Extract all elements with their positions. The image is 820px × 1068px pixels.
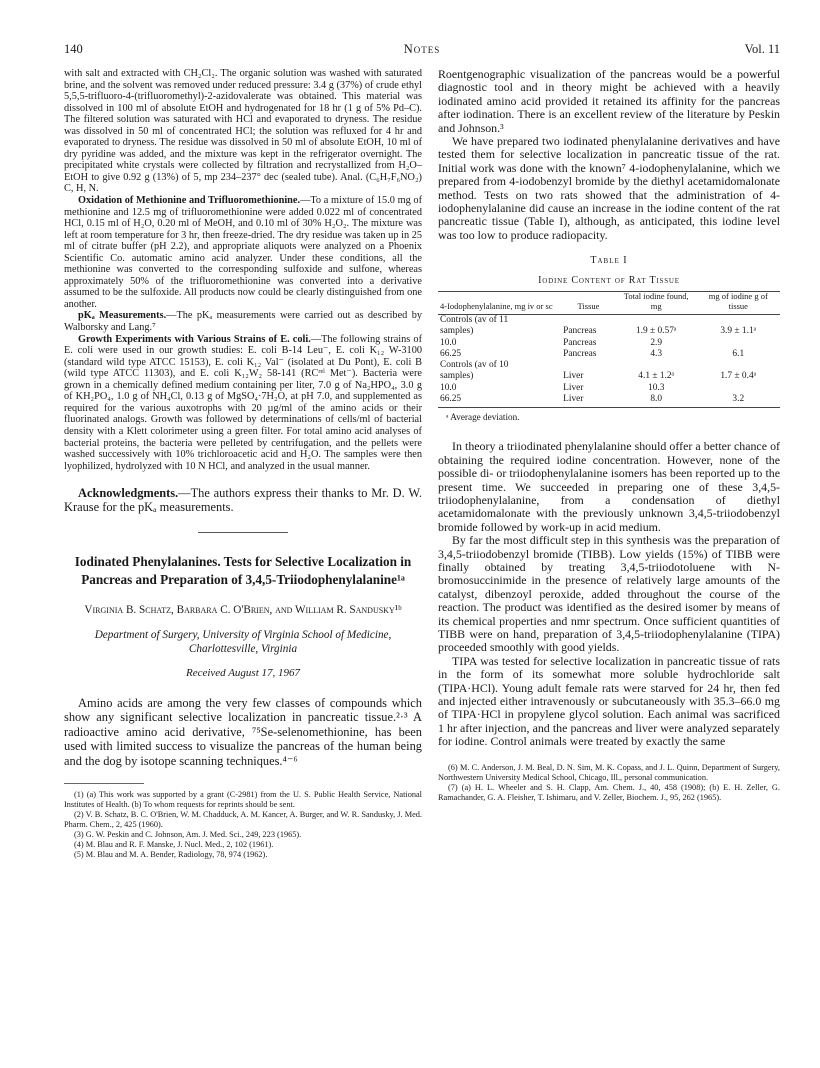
column-header: 4-Iodophenylalanine, mg iv or sc <box>438 292 561 315</box>
paragraph: Amino acids are among the very few classes of compounds which show any significant selective localization in pancreatic tissue.²·³ A radioactive amino acid derivative, ⁷⁵Se-selenomethionine, has been used with limited success to visualize the pancreas of the human being and the dog by isotope scanning techniques.⁴⁻⁶ <box>64 695 422 769</box>
table-cell: Controls (av of 10 <box>440 360 509 371</box>
table-cell: Pancreas <box>563 326 597 337</box>
table-footnote: ᵃ Average deviation. <box>446 411 520 422</box>
table-cell: Liver <box>561 394 616 408</box>
table-cell: 1.9 ± 0.57ᵃ <box>635 326 677 337</box>
table-cell: Pancreas <box>563 348 597 359</box>
table-cell: 4.1 ± 1.2ᵃ <box>638 371 675 382</box>
footnotes <box>64 790 422 861</box>
table-cell: Pancreas <box>563 337 597 348</box>
table-cell: 66.25 <box>440 348 462 359</box>
table-row <box>438 326 780 337</box>
page-number: 140 <box>64 42 83 56</box>
table-row <box>438 371 780 382</box>
table-header-row <box>438 292 780 315</box>
left-column <box>64 68 422 860</box>
paragraph: TIPA was tested for selective localization in pancreatic tissue of rats in the form of its somewhat more soluble hydrochloride salt (TIPA·HCl). Young adult female rats were starved for 24 hr, then fed and injected either intravenously or subcutaneously with 35.3–66.0 mg of TIPA·HCl in propylene glycol solution. Each animal was sacrificed 1 hr after injection, and the pancreas and liver were analyzed separately for iodine. Control animals were treated by exactly the same <box>438 653 780 749</box>
footnote: (7) (a) H. L. Wheeler and S. H. Clapp, Am. Chem. J., 40, 458 (1908); (b) E. H. Zeller, G. Ramachander, G. A. Fleisher, T. Ishimaru, and V. Zeller, Biochem. J., 95, 262 (1965). <box>438 782 780 802</box>
table-cell: samples) <box>440 326 474 337</box>
table-cell: 3.9 ± 1.1ᵃ <box>720 326 757 337</box>
paragraph <box>64 334 422 473</box>
table-cell: 3.2 <box>697 394 780 408</box>
paragraph: Roentgenographic visualization of the pancreas would be a powerful diagnostic tool and in theory might be achieved with a heavily iodinated amino acid provided it retained its affinity for the pancreas after iodination. There is an excellent review of the literature by Peskin and Johnson.³ <box>438 67 780 135</box>
table-cell: 66.25 <box>438 394 561 408</box>
table-cell: Liver <box>563 371 584 382</box>
footnote: (5) M. Blau and M. A. Bender, Radiology, 78, 974 (1962). <box>74 850 268 860</box>
paragraph <box>64 310 422 333</box>
column-header: mg of iodine g of tissue <box>697 292 780 315</box>
footnote: (2) V. B. Schatz, B. C. O'Brien, W. M. Chadduck, A. M. Kancer, A. Burger, and W. R. Sandusky, J. Med. Pharm. Chem., 2, 425 (1960). <box>64 809 422 829</box>
table-cell <box>616 315 697 327</box>
article-authors: Virginia B. Schatz, Barbara C. O'Brien, and William R. Sandusky¹ᵇ <box>84 604 402 617</box>
article-affiliation: Department of Surgery, University of Virginia School of Medicine, Charlottesville, Virginia <box>94 629 392 655</box>
table-cell: 6.1 <box>732 348 745 359</box>
paragraph: By far the most difficult step in this synthesis was the preparation of 3,4,5-triiodobenzyl bromide (TIBB). Low yields (15%) of TIBB were finally obtained by treating 3,4,5-triiodotoluene with N-bromosuccinimide in the presence of relatively large amounts of the catalyst, dibenzoyl peroxide, added throughout the course of the reaction. The product was identified as the desired isomer by means of its chemical properties and nmr spectrum. Once sufficient quantities of TIBB were on hand, preparation of 3,4,5-triiodophenylalanine (TIPA) proceeded smoothly with good yields. <box>438 533 780 655</box>
table-cell: 1.7 ± 0.4ᵃ <box>720 371 757 382</box>
section-heading: Oxidation of Methionine and Trifluoromethionine. <box>78 195 301 207</box>
acknowledgments <box>64 486 422 514</box>
paragraph-text: —The authors express their thanks to Mr. D. W. Krause for the pKₐ measurements. <box>64 486 422 515</box>
paragraph-text: —The following strains of E. coli were used in our growth studies: E. coli B-14 Leu⁻, E. coli K₁₂ W-3100 (standard wild type ATCC 15153), E. coli K₁₂ Val⁻ (isolated at Du Pont), E. coli B (wild type ATCC 11303), and E. coli K₁₂W₂ 58-141 (RCʳᵉˡ Met⁻). Bacteria were grown in a chemically defined medium containing per liter, 7.0 g of Na₂HPO₄, 3.0 g of KH₂PO₄, 1.0 g of NH₄Cl, 0.13 g of MgSO₄·7H₂O, at pH 7.0, and supplemented as required for the various auxotrophs with 20 µg/ml of the amino acids or their fluorinated analogs. Growth was followed by determinations of cells/ml of bacterial density with a Klett colorimeter using a green filter. For total amino acid analyses of bacterial proteins, the bacteria were pelleted by centrifugation, and the pellets were washed successively with 10% trichloroacetic acid and H₂O. The samples were then lyophilized, hydrolyzed with 10 N HCl, and analyzed in the usual manner. <box>64 333 423 472</box>
table-cell: 2.9 <box>650 337 663 348</box>
table-block <box>438 254 780 424</box>
table-row <box>438 360 780 371</box>
table-row <box>438 383 780 394</box>
table-cell <box>561 315 616 327</box>
article-title: Iodinated Phenylalanines. Tests for Selective Localization in Pancreas and Preparation of 3,4,5-Triiodophenylalanine¹ᵃ <box>74 554 412 588</box>
table-cell: 10.0 <box>440 337 457 348</box>
footnote-divider <box>64 783 144 784</box>
table-cell <box>697 315 780 327</box>
footnote: (3) G. W. Peskin and C. Johnson, Am. J. Med. Sci., 249, 223 (1965). <box>74 830 302 840</box>
paragraph-text: —The pKₐ measurements were carried out as described by Walborsky and Lang.⁷ <box>64 310 422 334</box>
paragraph: with salt and extracted with CH₂Cl₂. The organic solution was washed with saturated brine, and the solvent was removed under reduced pressure: 3.4 g (37%) of crude ethyl 5,5,5-trifluoro-4-(trifluoromethyl)-2-azidovalerate was obtained. This material was dissolved in 100 ml of absolute EtOH and hydrogenated for 18 hr (1 g of 5% Pd–C). The filtered solution was saturated with HCl and evaporated to dryness. The residue was dissolved in 50 ml of concentrated HCl; the solution was refluxed for 4 hr and evaporated to dryness. The residue was dissolved in 50 ml of absolute EtOH, 10 ml of dry pyridine was added, and the mixture was kept in the refrigerator overnight. The precipitated white crystals were collected by filtration and recrystallized from H₂O–EtOH to give 0.92 g (13%) of 5, mp 234–237° dec (sealed tube). Anal. (C₆H₇F₆NO₂) C, H, N. <box>64 68 422 195</box>
volume-label: Vol. 11 <box>744 42 780 56</box>
table-cell: 4.3 <box>650 348 663 359</box>
footnotes <box>438 763 780 803</box>
divider <box>198 532 288 533</box>
table-cell <box>697 338 780 349</box>
section-heading: Acknowledgments. <box>78 486 179 501</box>
right-column <box>438 68 780 803</box>
table-cell <box>697 383 780 394</box>
table-label: Table I <box>590 255 628 267</box>
column-header: Tissue <box>561 292 616 315</box>
running-title: Notes <box>403 42 441 56</box>
table-cell: 8.0 <box>616 394 697 408</box>
column-header: Total iodine found, mg <box>616 292 697 315</box>
footnote: (1) (a) This work was supported by a grant (C-2981) from the U. S. Public Health Service, National Institutes of Health. (b) To whom requests for reprints should be sent. <box>64 789 422 809</box>
section-heading: pKₐ Measurements. <box>78 310 167 322</box>
page-header <box>64 42 780 60</box>
table-cell: Controls (av of 11 <box>440 315 509 326</box>
table-cell <box>616 360 697 371</box>
paragraph: In theory a triiodinated phenylalanine should offer a better chance of obtaining the required iodine concentration. However, none of the possible di- or triiodophenylalanine isomers has been reported up to the present time. We succeeded in preparing one of these 3,4,5-triiodophenylalanine, from a condensation of diethyl acetamidomalonate with the previously unknown 3,4,5-triiodobenzyl bromide followed by work-up in acid medium. <box>438 439 780 534</box>
table-cell <box>697 360 780 371</box>
table-row <box>438 349 780 360</box>
section-heading: Growth Experiments with Various Strains of E. coli. <box>78 333 311 345</box>
paragraph-text: —To a mixture of 15.0 mg of methionine and 12.5 mg of trifluoromethionine were added 0.022 ml of concentrated HCl, 0.15 ml of H₂O, 0.20 ml of MeOH, and 0.10 ml of 30% H₂O₂. The mixture was left at room temperature for 3 hr, then freeze-dried. The dry residue was taken up in 25 ml of citrate buffer (pH 2.2), and appropriate aliquots were analyzed on a Phoenix Scientific Co. automatic amino acid analyzer. Under these conditions, all the methionine was converted to the corresponding sulfoxide and sulfone, whereas approximately 50% of the trifluoromethionine was converted into a derivative assumed to be the sulfoxide. All products now could be clearly distinguished from one another. <box>64 195 422 310</box>
table-row <box>438 394 780 408</box>
data-table <box>438 291 780 408</box>
received-date: Received August 17, 1967 <box>185 667 301 680</box>
table-row <box>438 315 780 327</box>
table-cell: 10.3 <box>648 382 665 393</box>
paragraph <box>64 195 422 310</box>
table-cell: Liver <box>563 382 584 393</box>
table-cell <box>561 360 616 371</box>
table-row <box>438 338 780 349</box>
table-title: Iodine Content of Rat Tissue <box>538 274 680 286</box>
footnote: (6) M. C. Anderson, J. M. Beal, D. N. Sim, M. K. Copass, and J. L. Quinn, Department of Surgery, Northwestern University Medical School, Chicago, Ill., personal communication. <box>438 762 780 782</box>
table-cell: 10.0 <box>440 382 457 393</box>
table-cell: samples) <box>440 371 474 382</box>
paragraph: We have prepared two iodinated phenylalanine derivatives and have tested them for selective localization in pancreatic tissue of the rat. Initial work was done with the known⁷ 4-iodophenylalanine, which we prepared from 4-iodobenzyl bromide by the diethyl acetamidomalonate method. Tests on two rats showed that the administration of 4-iodophenylalanine did cause an increase in the iodine content of the rat pancreatic tissue (Table I), although, as anticipated, this iodine level was too low to produce radiopacity. <box>438 134 780 242</box>
footnote: (4) M. Blau and R. F. Manske, J. Nucl. Med., 2, 102 (1961). <box>74 840 274 850</box>
